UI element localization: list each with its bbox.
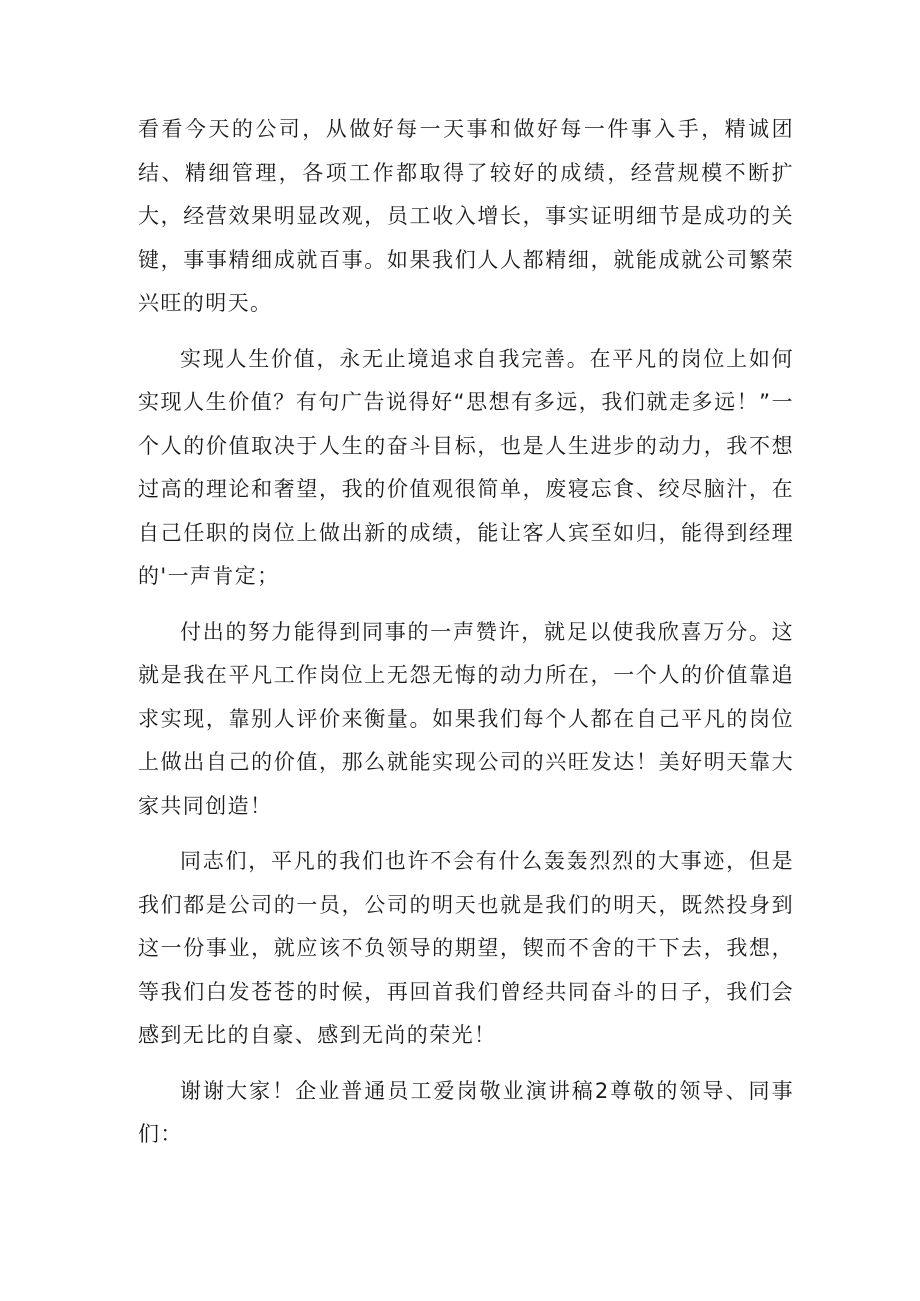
- document-body: [138, 108, 794, 1157]
- paragraph-4: 同志们，平凡的我们也许不会有什么轰轰烈烈的大事迹，但是我们都是公司的一员，公司的明天也就是我们的明天，既然投身到这一份事业，就应该不负领导的期望，锲而不舍的干下去，我想，等我们白发苍苍的时候，再回首我们曾经共同奋斗的日子，我们会感到无比的自豪、感到无尚的荣光！: [138, 849, 794, 1047]
- paragraph-2: 实现人生价值，永无止境追求自我完善。在平凡的岗位上如何实现人生价值？有句广告说得好“思想有多远，我们就走多远！”一个人的价值取决于人生的奋斗目标，也是人生进步的动力，我不想过高的理论和奢望，我的价值观很简单，废寝忘食、绞尽脑汁，在自己任职的岗位上做出新的成绩，能让客人宾至如归，能得到经理的'一声肯定；: [138, 346, 794, 588]
- paragraph-3: 付出的努力能得到同事的一声赞许，就足以使我欣喜万分。这就是我在平凡工作岗位上无怨无悔的动力所在，一个人的价值靠追求实现，靠别人评价来衡量。如果我们每个人都在自己平凡的岗位上做出自己的价值，那么就能实现公司的兴旺发达！美好明天靠大家共同创造！: [138, 619, 794, 818]
- paragraph-5: 谢谢大家！企业普通员工爱岗敬业演讲稿2尊敬的领导、同事们：: [138, 1078, 794, 1146]
- paragraph-1: 看看今天的公司，从做好每一天事和做好每一件事入手，精诚团结、精细管理，各项工作都取得了较好的成绩，经营规模不断扩大，经营效果明显改观，员工收入增长，事实证明细节是成功的关键，事事精细成就百事。如果我们人人都精细，就能成就公司繁荣兴旺的明天。: [138, 117, 794, 315]
